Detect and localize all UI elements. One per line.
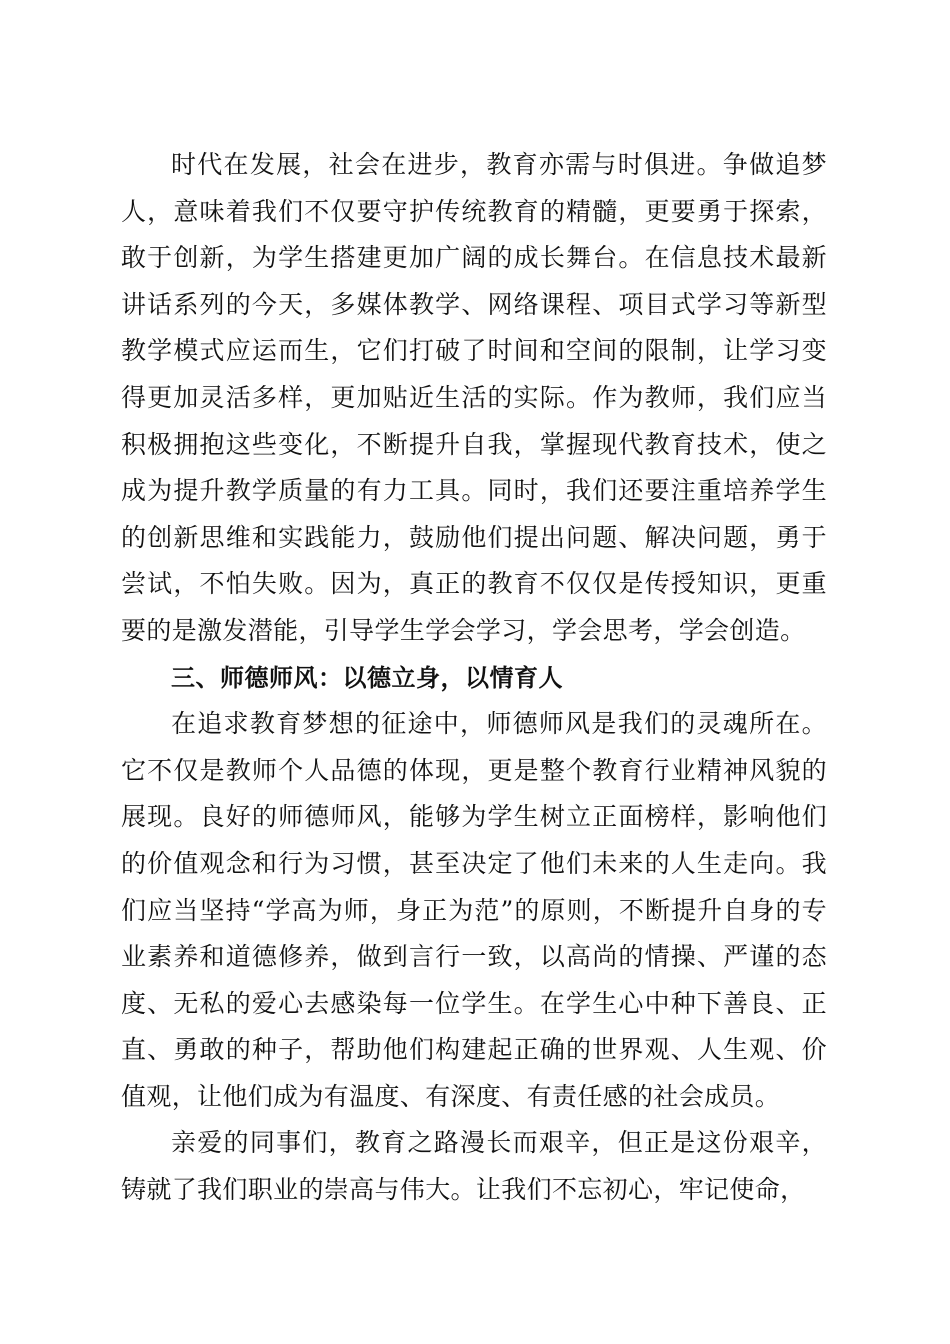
paragraph-closing: 亲爱的同事们，教育之路漫长而艰辛，但正是这份艰辛，铸就了我们职业的崇高与伟大。让我们不忘初心，牢记使命， (121, 1128, 827, 1205)
paragraph-ethics: 在追求教育梦想的征途中，师德师风是我们的灵魂所在。它不仅是教师个人品德的体现，更是整个教育行业精神风貌的展现。良好的师德师风，能够为学生树立正面榜样，影响他们的价值观念和行为习惯，甚至决定了他们未来的人生走向。我们应当坚持“学高为师，身正为范”的原则，不断提升自身的专业素养和道德修养，做到言行一致，以高尚的情操、严谨的态度、无私的爱心去感染每一位学生。在学生心中种下善良、正直、勇敢的种子，帮助他们构建起正确的世界观、人生观、价值观，让他们成为有温度、有深度、有责任感的社会成员。 (121, 709, 827, 1111)
document-body (121, 142, 827, 1214)
section-heading: 三、师德师风：以德立身，以情育人 (171, 663, 563, 692)
paragraph-innovation: 时代在发展，社会在进步，教育亦需与时俱进。争做追梦人，意味着我们不仅要守护传统教育的精髓，更要勇于探索，敢于创新，为学生搭建更加广阔的成长舞台。在信息技术最新讲话系列的今天，多媒体教学、网络课程、项目式学习等新型教学模式应运而生，它们打破了时间和空间的限制，让学习变得更加灵活多样，更加贴近生活的实际。作为教师，我们应当积极拥抱这些变化，不断提升自我，掌握现代教育技术，使之成为提升教学质量的有力工具。同时，我们还要注重培养学生的创新思维和实践能力，鼓励他们提出问题、解决问题，勇于尝试，不怕失败。因为，真正的教育不仅仅是传授知识，更重要的是激发潜能，引导学生学会学习，学会思考，学会创造。 (121, 150, 827, 645)
